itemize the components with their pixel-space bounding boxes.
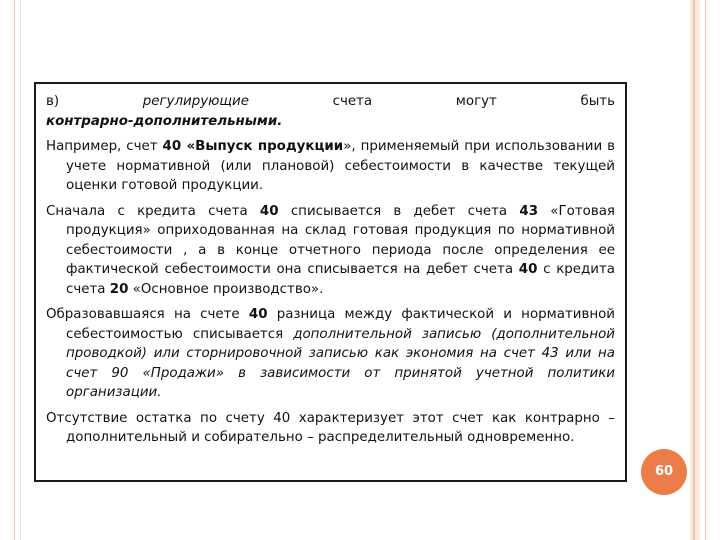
paragraph-conclusion bbox=[46, 409, 615, 448]
account-number: 43 bbox=[519, 203, 539, 219]
text-span: Отсутствие остатка по счету 40 характеризует этот счет как контрарно – дополнительный и собирательно – распределительный одновременно. bbox=[46, 410, 615, 445]
paragraph-difference bbox=[46, 305, 615, 403]
right-decor-line bbox=[693, 0, 695, 540]
account-number: 40 bbox=[518, 262, 538, 277]
paragraph-example bbox=[46, 137, 615, 196]
content-box bbox=[34, 82, 627, 482]
paragraph-first-step bbox=[46, 202, 615, 300]
account-number: 40 bbox=[248, 307, 268, 322]
right-decor-band bbox=[690, 0, 700, 540]
text-span: «Готовая продукция» оприходованная на склад готовая продукция по нормативной себестоимости , а в конце отчетного периода после определения ее фактической себестоимости она списывается на дебет счета bbox=[66, 203, 615, 277]
italic-span: дополнительной записью (дополнительной проводкой) или сторнировочной записью как экономия на счет 43 или на счет 90 «Продажи» в зависимости от принятой учетной политики организации. bbox=[66, 326, 615, 400]
text-span: «Основное производство». bbox=[128, 281, 324, 297]
account-number: 20 bbox=[109, 281, 129, 297]
text-span: разница между фактической и нормативной себестоимостью списывается bbox=[66, 307, 615, 342]
paragraph-type-c bbox=[46, 92, 615, 112]
account-number: 40 bbox=[259, 203, 279, 219]
regulating-term: регулирующие bbox=[142, 94, 249, 109]
text-span: списывается в дебет счета bbox=[278, 203, 520, 219]
text-span: с кредита счета bbox=[66, 262, 616, 297]
page-number-badge: 60 bbox=[641, 449, 687, 495]
text-span: », применяемый при использовании в учете нормативной (или плановой) себестоимости в качестве текущей оценки готовой продукции. bbox=[66, 139, 615, 193]
contra-additional-term: контрарно-дополнительными. bbox=[46, 113, 283, 129]
item-marker: в) bbox=[46, 94, 60, 109]
text-span: Образовавшаяся на счете bbox=[46, 307, 249, 322]
text-span: счета могут быть bbox=[248, 94, 615, 109]
text-span: Сначала с кредита счета bbox=[46, 203, 260, 219]
text-span: Например, счет bbox=[46, 139, 163, 154]
paragraph-type-c-cont bbox=[46, 112, 615, 132]
account-40-title: 40 «Выпуск продукции bbox=[162, 139, 344, 154]
